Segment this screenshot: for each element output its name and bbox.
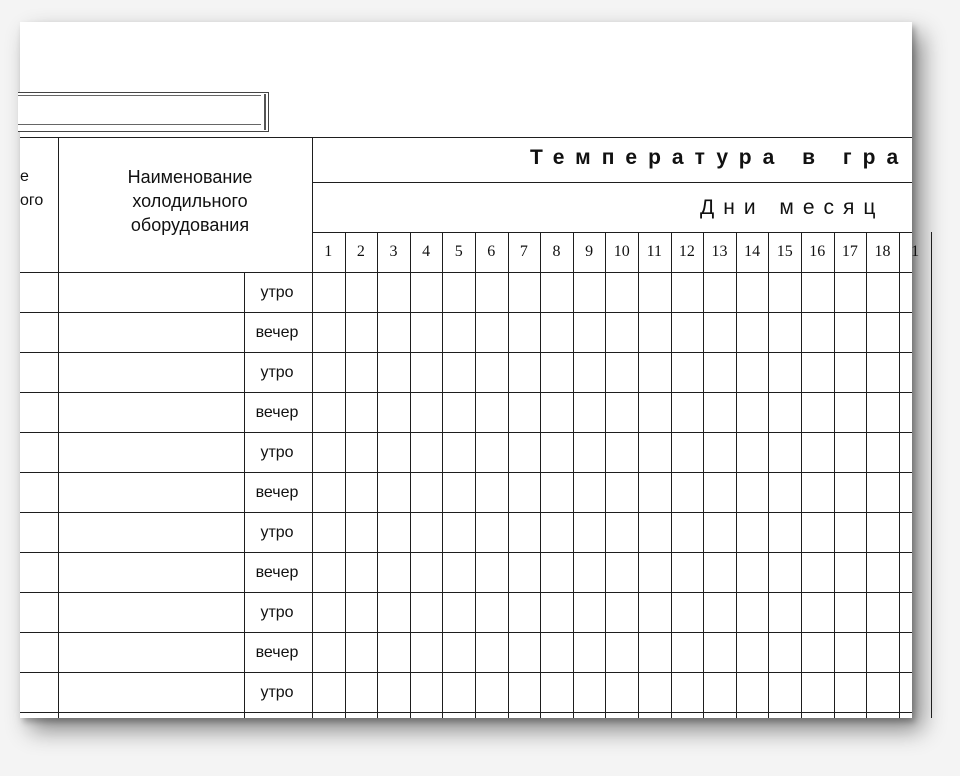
equipment-header-line-1: Наименование bbox=[127, 167, 253, 187]
day-number: 4 bbox=[422, 243, 431, 260]
time-of-day-label: вечер bbox=[255, 404, 299, 421]
day-column-line bbox=[899, 232, 900, 718]
equipment-header-line-2: холодильного bbox=[132, 191, 248, 211]
day-column-line bbox=[475, 232, 476, 718]
day-number: 9 bbox=[585, 243, 594, 260]
time-of-day-label: утро bbox=[260, 684, 294, 701]
day-column-line bbox=[703, 232, 704, 718]
day-column-line bbox=[768, 232, 769, 718]
day-column-line bbox=[410, 232, 411, 718]
day-number: 18 bbox=[874, 243, 891, 260]
table-top-border bbox=[20, 137, 912, 138]
first-column-divider bbox=[58, 137, 59, 718]
day-number: 1 bbox=[324, 243, 333, 260]
day-column-line bbox=[736, 232, 737, 718]
day-number: 5 bbox=[454, 243, 463, 260]
header-bottom-border bbox=[20, 272, 912, 273]
day-column-line bbox=[605, 232, 606, 718]
day-number: 10 bbox=[613, 243, 630, 260]
day-number: 3 bbox=[389, 243, 398, 260]
day-column-line bbox=[866, 232, 867, 718]
time-of-day-label: вечер bbox=[255, 484, 299, 501]
day-column-line bbox=[345, 232, 346, 718]
row-line bbox=[20, 632, 912, 633]
day-number: 8 bbox=[552, 243, 561, 260]
first-col-header-line-1: е bbox=[20, 168, 29, 185]
name-input-box[interactable] bbox=[18, 92, 269, 132]
day-column-line bbox=[508, 232, 509, 718]
first-col-header-line-2: ого bbox=[20, 192, 44, 209]
day-column-line bbox=[801, 232, 802, 718]
journal-sheet bbox=[20, 22, 920, 718]
day-column-line bbox=[377, 232, 378, 718]
day-column-line bbox=[671, 232, 672, 718]
day-column-line bbox=[638, 232, 639, 718]
days-divider bbox=[312, 232, 912, 233]
row-line bbox=[20, 512, 912, 513]
time-of-day-label: утро bbox=[260, 524, 294, 541]
days-of-month-title: Дни месяц bbox=[700, 196, 885, 219]
row-line bbox=[20, 352, 912, 353]
time-of-day-label: утро bbox=[260, 444, 294, 461]
day-column-line bbox=[834, 232, 835, 718]
day-number: 11 bbox=[646, 243, 662, 260]
time-of-day-label: вечер bbox=[255, 324, 299, 341]
name-input-edge bbox=[264, 94, 266, 130]
day-number: 2 bbox=[356, 243, 365, 260]
day-number: 14 bbox=[744, 243, 761, 260]
row-line bbox=[20, 672, 912, 673]
day-number: 13 bbox=[711, 243, 728, 260]
time-of-day-label: утро bbox=[260, 284, 294, 301]
row-line bbox=[20, 312, 912, 313]
time-of-day-label: вечер bbox=[255, 564, 299, 581]
row-line bbox=[20, 712, 912, 713]
title-divider bbox=[312, 182, 912, 183]
row-line bbox=[20, 432, 912, 433]
days-area-left-border bbox=[312, 137, 313, 718]
day-number: 15 bbox=[776, 243, 793, 260]
day-number: 6 bbox=[487, 243, 496, 260]
temperature-title: Температура в гра bbox=[530, 146, 910, 169]
row-line bbox=[20, 592, 912, 593]
row-line bbox=[20, 392, 912, 393]
day-number: 17 bbox=[841, 243, 858, 260]
equipment-header bbox=[72, 165, 308, 237]
day-number: 12 bbox=[678, 243, 695, 260]
row-line bbox=[20, 552, 912, 553]
day-number: 7 bbox=[519, 243, 528, 260]
equipment-header-line-3: оборудования bbox=[130, 215, 250, 235]
day-column-line bbox=[573, 232, 574, 718]
row-line bbox=[20, 472, 912, 473]
time-of-day-label: утро bbox=[260, 364, 294, 381]
time-of-day-label: вечер bbox=[255, 644, 299, 661]
day-number: 16 bbox=[809, 243, 826, 260]
day-column-line bbox=[442, 232, 443, 718]
day-number: 1 bbox=[911, 243, 920, 260]
name-input-inner bbox=[18, 95, 261, 125]
day-column-line bbox=[931, 232, 932, 718]
time-of-day-label: утро bbox=[260, 604, 294, 621]
day-column-line bbox=[540, 232, 541, 718]
